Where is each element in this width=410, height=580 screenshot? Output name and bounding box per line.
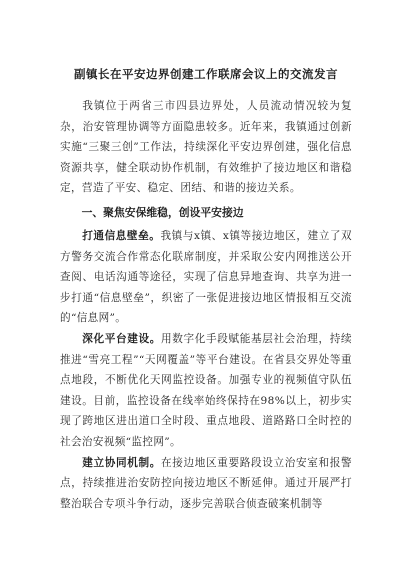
intro-paragraph: 我镇位于两省三市四县边界处，人员流动情况较为复杂，治安管理协调等方面隐患较多。近年来，我镇通过创新实施“三聚三创”工作法，持续深化平安边界创建，强化信息资源共享，健全联动协作机制，有效维护了接边地区和谐稳定，营造了平安、稳定、团结、和谐的接边关系。 [60, 100, 352, 195]
paragraph-lead: 打通信息壁垒。 [82, 229, 161, 242]
document-title: 副镇长在平安边界创建工作联席会议上的交流发言 [74, 67, 338, 81]
paragraph-lead: 深化平台建设。 [82, 332, 162, 345]
paragraph-info-barrier [60, 226, 352, 329]
paragraph-body: 用数字化手段赋能基层社会治理，持续推进“雪亮工程”“天网覆盖”等平台建设。在省县交界处等重点地段，不断优化天网监控设备。加强专业的视频值守队伍建设。目前，监控设备在线率始终保持在98%以上，初步实现了跨地区进出道口全时段、重点地段、道路路口全时控的社会治安视频“监控网”。 [60, 332, 352, 448]
section-1-heading: 一、聚焦安保维稳，创设平安接边 [81, 205, 244, 219]
paragraph-mechanism [60, 453, 352, 515]
paragraph-body: 我镇与x镇、x镇等接边地区，建立了双方警务交流合作常态化联席制度，并采取公安内网推送公开查阅、电话沟通等途径，实现了信息异地查询、共享为进一步打通“信息壁垒”，织密了一张促进接边地区情报相互交流的“信息网”。 [60, 229, 353, 325]
paragraph-body: 在接边地区重要路段设立治安室和报警点，持续推进治安防控向接边地区不断延伸。通过开展严打整治联合专项斗争行动，逐步完善联合侦查破案机制等 [60, 456, 352, 510]
paragraph-platform [60, 329, 352, 453]
paragraph-lead: 建立协同机制。 [82, 456, 162, 469]
